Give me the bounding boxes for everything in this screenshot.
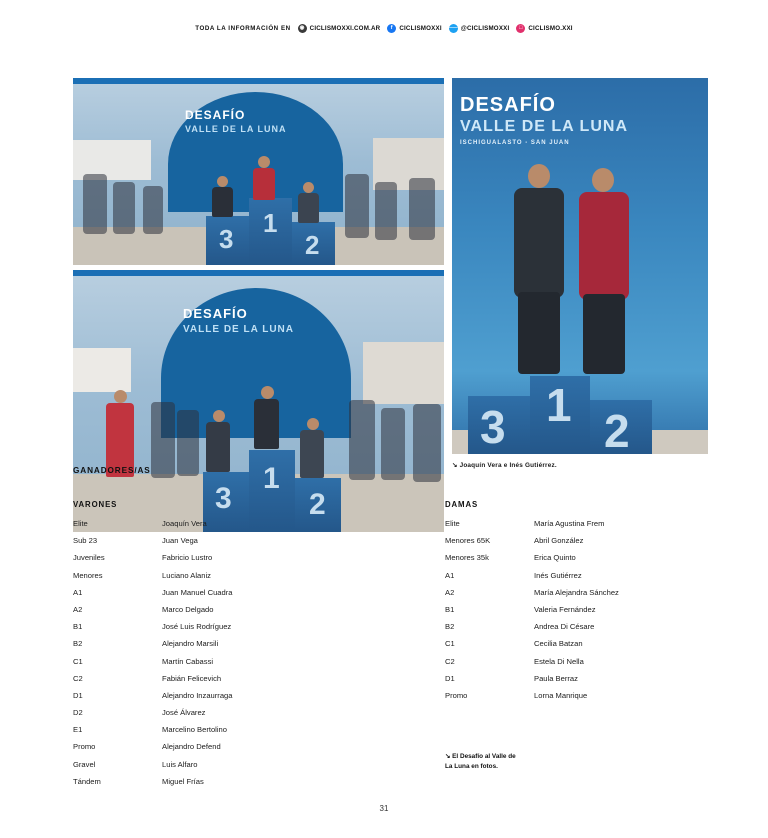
list-item bbox=[73, 675, 373, 683]
list-item bbox=[445, 589, 725, 597]
photo-gallery-note bbox=[445, 752, 516, 772]
winner-name: María Alejandra Sánchez bbox=[534, 587, 619, 597]
podium-number-2: 2 bbox=[604, 405, 630, 454]
winners-column-varones bbox=[73, 500, 373, 795]
category-label: A2 bbox=[73, 604, 83, 614]
rider-head-left bbox=[217, 176, 228, 187]
social-instagram-handle: CICLISMO.XXI bbox=[528, 25, 573, 32]
winner-name: José Luis Rodríguez bbox=[162, 622, 232, 632]
arrow-down-right-icon: ↘ bbox=[445, 753, 451, 760]
photo-gallery-note-line1: El Desafío al Valle de bbox=[452, 753, 516, 760]
photo-top-banner bbox=[73, 270, 444, 276]
winner-name: Marco Delgado bbox=[162, 604, 214, 614]
rider-body-center bbox=[253, 168, 275, 200]
column-heading-varones: VARONES bbox=[73, 500, 118, 509]
category-label: C1 bbox=[73, 656, 83, 666]
podium-number-2: 2 bbox=[305, 230, 320, 260]
list-item bbox=[73, 743, 373, 751]
winner-name: Alejandro Marsili bbox=[162, 639, 219, 649]
category-label: Elite bbox=[73, 519, 88, 528]
rider-head-right bbox=[307, 418, 319, 430]
social-facebook[interactable] bbox=[387, 24, 441, 33]
header-lead-text: TODA LA INFORMACIÓN EN bbox=[195, 25, 291, 32]
athlete-body-right bbox=[579, 192, 629, 300]
crowd-figure bbox=[381, 408, 405, 480]
arch-subtitle-text: VALLE DE LA LUNA bbox=[183, 324, 294, 335]
category-label: E1 bbox=[73, 725, 83, 735]
podium-number-3: 3 bbox=[219, 224, 234, 254]
winner-name: Fabián Felicevich bbox=[162, 673, 222, 683]
winner-name: Marcelino Bertolino bbox=[162, 725, 227, 735]
portrait-caption bbox=[452, 461, 557, 471]
crowd-figure bbox=[375, 182, 397, 240]
athlete-body-left bbox=[514, 188, 564, 298]
winner-name: Juan Manuel Cuadra bbox=[162, 587, 233, 597]
list-item bbox=[73, 606, 373, 614]
list-item bbox=[73, 778, 373, 786]
category-label: B2 bbox=[445, 622, 455, 632]
column-heading-damas: DAMAS bbox=[445, 500, 479, 509]
category-label: Promo bbox=[445, 690, 468, 700]
winner-name: Alejandro Inzaurraga bbox=[162, 690, 233, 700]
category-label: Tándem bbox=[73, 776, 101, 786]
list-item bbox=[73, 554, 373, 562]
instagram-icon: □ bbox=[516, 24, 525, 33]
category-label: D1 bbox=[73, 690, 83, 700]
winner-name: Joaquín Vera bbox=[162, 519, 207, 528]
winner-name: Erica Quinto bbox=[534, 553, 576, 563]
winner-name: Cecilia Batzan bbox=[534, 639, 583, 649]
list-item bbox=[73, 520, 373, 528]
winner-name: Valeria Fernández bbox=[534, 604, 596, 614]
athlete-head-right bbox=[592, 168, 614, 192]
arrow-down-right-icon: ↘ bbox=[452, 462, 458, 469]
winner-name: Martín Cabassi bbox=[162, 656, 214, 666]
podium-number-1: 1 bbox=[263, 208, 278, 238]
rider-head-center bbox=[261, 386, 274, 399]
podium-number-3: 3 bbox=[480, 401, 506, 453]
podium-celebration-photo bbox=[73, 270, 444, 532]
list-item bbox=[73, 692, 373, 700]
list-item bbox=[73, 589, 373, 597]
rider-body-right bbox=[300, 430, 324, 478]
winner-name: Alejandro Defend bbox=[162, 742, 221, 752]
category-label: Menores 35k bbox=[445, 553, 489, 563]
crowd-figure bbox=[83, 174, 107, 234]
tent-left bbox=[73, 348, 131, 392]
category-label: A1 bbox=[445, 570, 455, 580]
arch-subtitle-text: VALLE DE LA LUNA bbox=[185, 124, 287, 134]
list-item bbox=[445, 554, 725, 562]
list-item bbox=[73, 761, 373, 769]
category-label: Sub 23 bbox=[73, 536, 98, 546]
winner-name: Fabricio Lustro bbox=[162, 553, 213, 563]
winner-name: Andrea Di Césare bbox=[534, 622, 595, 632]
crowd-figure bbox=[143, 186, 163, 234]
winner-name: Paula Berraz bbox=[534, 673, 578, 683]
list-item bbox=[445, 623, 725, 631]
category-label: Gravel bbox=[73, 759, 96, 769]
list-item bbox=[73, 658, 373, 666]
list-item bbox=[73, 537, 373, 545]
crowd-figure bbox=[151, 402, 175, 478]
category-label: Menores bbox=[73, 570, 103, 580]
list-item bbox=[73, 623, 373, 631]
tent-right bbox=[363, 342, 444, 404]
list-item bbox=[445, 606, 725, 614]
winners-column-damas bbox=[445, 500, 725, 709]
facebook-icon: f bbox=[387, 24, 396, 33]
podium-number-2: 2 bbox=[309, 488, 326, 521]
rider-head-right bbox=[303, 182, 314, 193]
list-item bbox=[445, 675, 725, 683]
social-twitter-handle: @CICLISMOXXI bbox=[460, 25, 510, 32]
category-label: B1 bbox=[73, 622, 83, 632]
list-item bbox=[445, 520, 725, 528]
category-label: Elite bbox=[445, 519, 460, 528]
category-label: Promo bbox=[73, 742, 96, 752]
rider-body-left bbox=[206, 422, 230, 472]
list-item bbox=[73, 572, 373, 580]
list-item bbox=[445, 658, 725, 666]
arch-title-text: DESAFÍO bbox=[460, 94, 556, 116]
list-item bbox=[445, 692, 725, 700]
rider-head-center bbox=[258, 156, 270, 168]
category-label: D2 bbox=[73, 708, 83, 718]
twitter-icon: ⸺ bbox=[449, 24, 458, 33]
globe-icon: ◉ bbox=[298, 24, 307, 33]
category-label: A1 bbox=[73, 587, 83, 597]
list-item bbox=[445, 537, 725, 545]
winner-name: Juan Vega bbox=[162, 536, 198, 546]
category-label: A2 bbox=[445, 587, 455, 597]
athlete-legs-left bbox=[518, 292, 560, 374]
winners-portrait-photo bbox=[452, 78, 708, 454]
social-web-handle: CICLISMOXXI.COM.AR bbox=[309, 25, 381, 32]
winner-name: Abril González bbox=[534, 536, 584, 546]
winner-name: María Agustina Frem bbox=[534, 519, 605, 528]
winner-name: Inés Gutiérrez bbox=[534, 570, 582, 580]
rider-head-left bbox=[213, 410, 225, 422]
crowd-figure bbox=[177, 410, 199, 476]
category-label: Menores 65K bbox=[445, 536, 491, 546]
winner-name: Luciano Alaniz bbox=[162, 570, 211, 580]
list-item bbox=[73, 726, 373, 734]
athlete-legs-right bbox=[583, 294, 625, 374]
rider-body-right bbox=[298, 193, 319, 223]
rider-body-center bbox=[254, 399, 279, 449]
list-item bbox=[445, 572, 725, 580]
podium-ceremony-photo bbox=[73, 78, 444, 265]
arch-subtitle-text: VALLE DE LA LUNA bbox=[460, 118, 628, 135]
social-facebook-handle: CICLISMOXXI bbox=[399, 25, 442, 32]
crowd-figure bbox=[413, 404, 441, 482]
category-label: B2 bbox=[73, 639, 83, 649]
arch-title-text: DESAFÍO bbox=[185, 108, 246, 122]
category-label: C2 bbox=[445, 656, 455, 666]
winner-name: José Álvarez bbox=[162, 708, 206, 718]
category-label: C1 bbox=[445, 639, 455, 649]
list-item bbox=[73, 640, 373, 648]
list-item bbox=[73, 709, 373, 717]
winner-name: Luis Alfaro bbox=[162, 759, 198, 769]
category-label: Juveniles bbox=[73, 553, 105, 563]
social-instagram[interactable] bbox=[516, 24, 572, 33]
podium-number-1: 1 bbox=[546, 379, 572, 431]
portrait-caption-text: Joaquín Vera e Inés Gutiérrez. bbox=[459, 462, 557, 469]
crowd-figure bbox=[345, 174, 369, 238]
category-label: D1 bbox=[445, 673, 455, 683]
podium-number-1: 1 bbox=[263, 462, 280, 495]
social-twitter[interactable] bbox=[449, 24, 510, 33]
category-label: B1 bbox=[445, 604, 455, 614]
photo-top-banner bbox=[73, 78, 444, 84]
winner-name: Lorna Manrique bbox=[534, 690, 588, 700]
winner-name: Miguel Frías bbox=[162, 776, 204, 786]
arch-location-text: ISCHIGUALASTO - SAN JUAN bbox=[460, 140, 570, 146]
crowd-figure bbox=[113, 182, 135, 234]
list-item bbox=[445, 640, 725, 648]
arch-title-text: DESAFÍO bbox=[183, 306, 248, 321]
winner-name: Estela Di Nella bbox=[534, 656, 584, 666]
podium-number-3: 3 bbox=[215, 482, 232, 515]
magazine-header bbox=[0, 24, 768, 33]
photo-gallery-note-line2: La Luna en fotos. bbox=[445, 762, 498, 770]
page-number: 31 bbox=[379, 804, 389, 813]
page-title: GANADORES/AS bbox=[73, 466, 151, 475]
crowd-figure bbox=[349, 400, 375, 480]
social-web[interactable] bbox=[298, 24, 381, 33]
rider-body-left bbox=[212, 187, 233, 217]
category-label: C2 bbox=[73, 673, 83, 683]
celebrating-rider-head bbox=[114, 390, 127, 403]
athlete-head-left bbox=[528, 164, 550, 188]
crowd-figure bbox=[409, 178, 435, 240]
